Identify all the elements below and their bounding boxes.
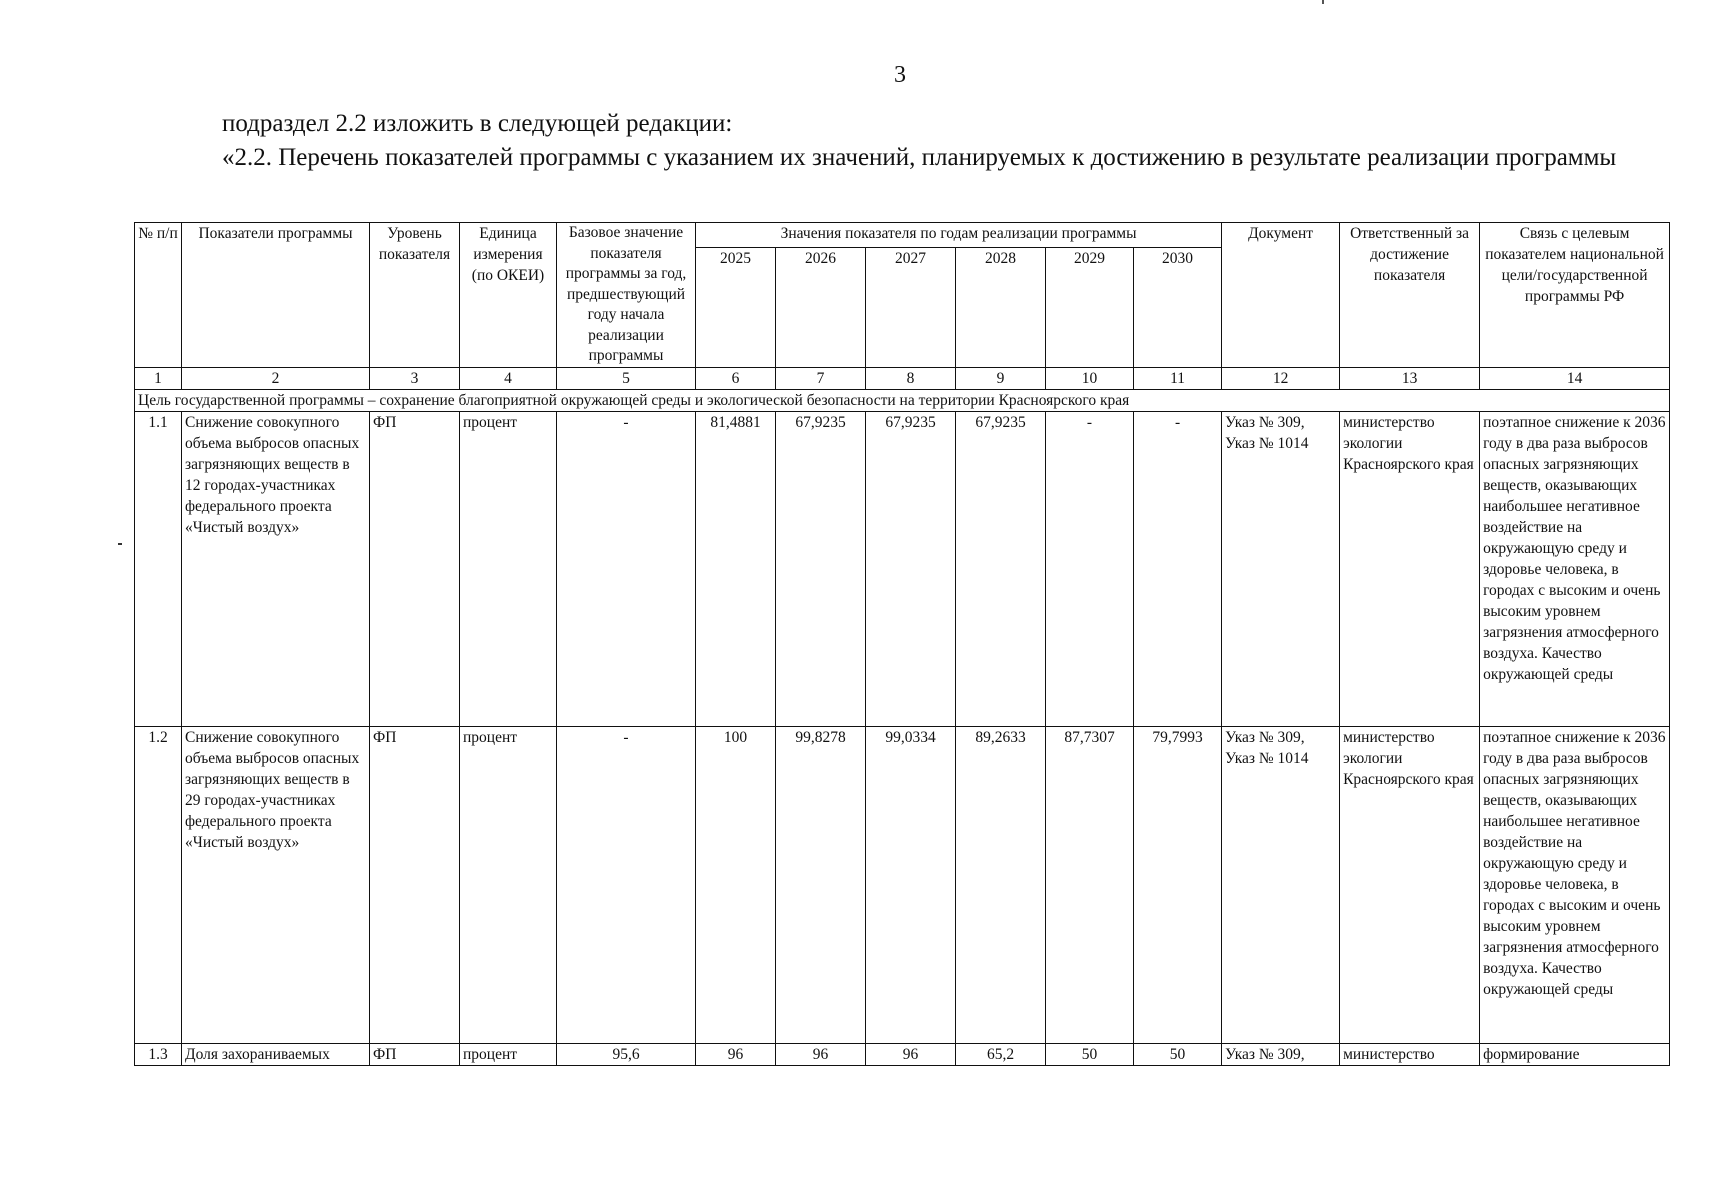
header-level: Уровень показателя (370, 223, 460, 368)
document-reference: Указ № 309, Указ № 1014 (1222, 411, 1340, 726)
column-number: 2 (182, 367, 370, 389)
indicator-level: ФП (370, 1043, 460, 1065)
column-number: 3 (370, 367, 460, 389)
year-value: 67,9235 (866, 411, 956, 726)
base-value: - (557, 726, 696, 1043)
header-num: № п/п (135, 223, 182, 368)
intro-line-1: подраздел 2.2 изложить в следующей редакции: (222, 110, 733, 137)
indicator-name: Снижение совокупного объема выбросов опасных загрязняющих веществ в 29 городах-участниках федерального проекта «Чистый воздух» (182, 726, 370, 1043)
table-row (135, 726, 1670, 1043)
indicator-level: ФП (370, 411, 460, 726)
year-value: - (1046, 411, 1134, 726)
header-unit: Единица измерения (по ОКЕИ) (460, 223, 557, 368)
target-link: поэтапное снижение к 2036 году в два раза выбросов опасных загрязняющих веществ, оказывающих наибольшее негативное воздействие на окружающую среду и здоровье человека, в городах с высоким и очень высоким уровнем загрязнения атмосферного воздуха. Качество окружающей среды (1480, 411, 1670, 726)
year-value: - (1134, 411, 1222, 726)
column-number: 7 (776, 367, 866, 389)
indicator-unit: процент (460, 411, 557, 726)
header-year: 2028 (956, 247, 1046, 367)
responsible-body: министерство экологии Красноярского края (1340, 726, 1480, 1043)
table-row (135, 1043, 1670, 1065)
target-link: формирование (1480, 1043, 1670, 1065)
page-number: 3 (894, 62, 906, 88)
header-base-value: Базовое значение показателя программы за год, предшествующий году начала реализации программы (557, 223, 696, 368)
header-responsible: Ответственный за достижение показателя (1340, 223, 1480, 368)
header-year: 2030 (1134, 247, 1222, 367)
column-number: 4 (460, 367, 557, 389)
header-year: 2027 (866, 247, 956, 367)
header-year: 2025 (696, 247, 776, 367)
year-value: 99,8278 (776, 726, 866, 1043)
year-value: 99,0334 (866, 726, 956, 1043)
column-numbers-row (135, 367, 1670, 389)
column-number: 10 (1046, 367, 1134, 389)
header-year: 2029 (1046, 247, 1134, 367)
column-number: 14 (1480, 367, 1670, 389)
base-value: 95,6 (557, 1043, 696, 1065)
year-value: 87,7307 (1046, 726, 1134, 1043)
column-number: 5 (557, 367, 696, 389)
column-number: 6 (696, 367, 776, 389)
scan-mark (118, 543, 122, 545)
year-value: 67,9235 (776, 411, 866, 726)
indicator-unit: процент (460, 1043, 557, 1065)
year-value: 96 (776, 1043, 866, 1065)
header-year: 2026 (776, 247, 866, 367)
document-reference: Указ № 309, Указ № 1014 (1222, 726, 1340, 1043)
table-row (135, 411, 1670, 726)
year-value: 65,2 (956, 1043, 1046, 1065)
indicator-level: ФП (370, 726, 460, 1043)
year-value: 67,9235 (956, 411, 1046, 726)
row-number: 1.1 (135, 411, 182, 726)
column-number: 11 (1134, 367, 1222, 389)
column-number: 13 (1340, 367, 1480, 389)
indicator-name: Доля захораниваемых (182, 1043, 370, 1065)
header-years-group: Значения показателя по годам реализации программы (696, 223, 1222, 248)
responsible-body: министерство (1340, 1043, 1480, 1065)
year-value: 50 (1046, 1043, 1134, 1065)
year-value: 100 (696, 726, 776, 1043)
column-number: 1 (135, 367, 182, 389)
column-number: 8 (866, 367, 956, 389)
program-goal: Цель государственной программы – сохранение благоприятной окружающей среды и экологической безопасности на территории Красноярского края (135, 389, 1670, 411)
target-link: поэтапное снижение к 2036 году в два раза выбросов опасных загрязняющих веществ, оказывающих наибольшее негативное воздействие на окружающую среду и здоровье человека, в городах с высоким и очень высоким уровнем загрязнения атмосферного воздуха. Качество окружающей среды (1480, 726, 1670, 1043)
indicator-unit: процент (460, 726, 557, 1043)
header-indicators: Показатели программы (182, 223, 370, 368)
table-header-row (135, 223, 1670, 248)
indicator-name: Снижение совокупного объема выбросов опасных загрязняющих веществ в 12 городах-участниках федерального проекта «Чистый воздух» (182, 411, 370, 726)
year-value: 96 (696, 1043, 776, 1065)
column-number: 9 (956, 367, 1046, 389)
responsible-body: министерство экологии Красноярского края (1340, 411, 1480, 726)
year-value: 50 (1134, 1043, 1222, 1065)
header-link: Связь с целевым показателем национальной цели/государственной программы РФ (1480, 223, 1670, 368)
column-number: 12 (1222, 367, 1340, 389)
document-reference: Указ № 309, (1222, 1043, 1340, 1065)
year-value: 81,4881 (696, 411, 776, 726)
year-value: 79,7993 (1134, 726, 1222, 1043)
goal-row (135, 389, 1670, 411)
header-document: Документ (1222, 223, 1340, 368)
row-number: 1.3 (135, 1043, 182, 1065)
row-number: 1.2 (135, 726, 182, 1043)
year-value: 96 (866, 1043, 956, 1065)
intro-line-2: «2.2. Перечень показателей программы с указанием их значений, планируемых к достижению в результате реализации программы (222, 144, 1617, 171)
indicators-table (134, 222, 1670, 1066)
base-value: - (557, 411, 696, 726)
year-value: 89,2633 (956, 726, 1046, 1043)
scan-mark (1322, 0, 1324, 4)
